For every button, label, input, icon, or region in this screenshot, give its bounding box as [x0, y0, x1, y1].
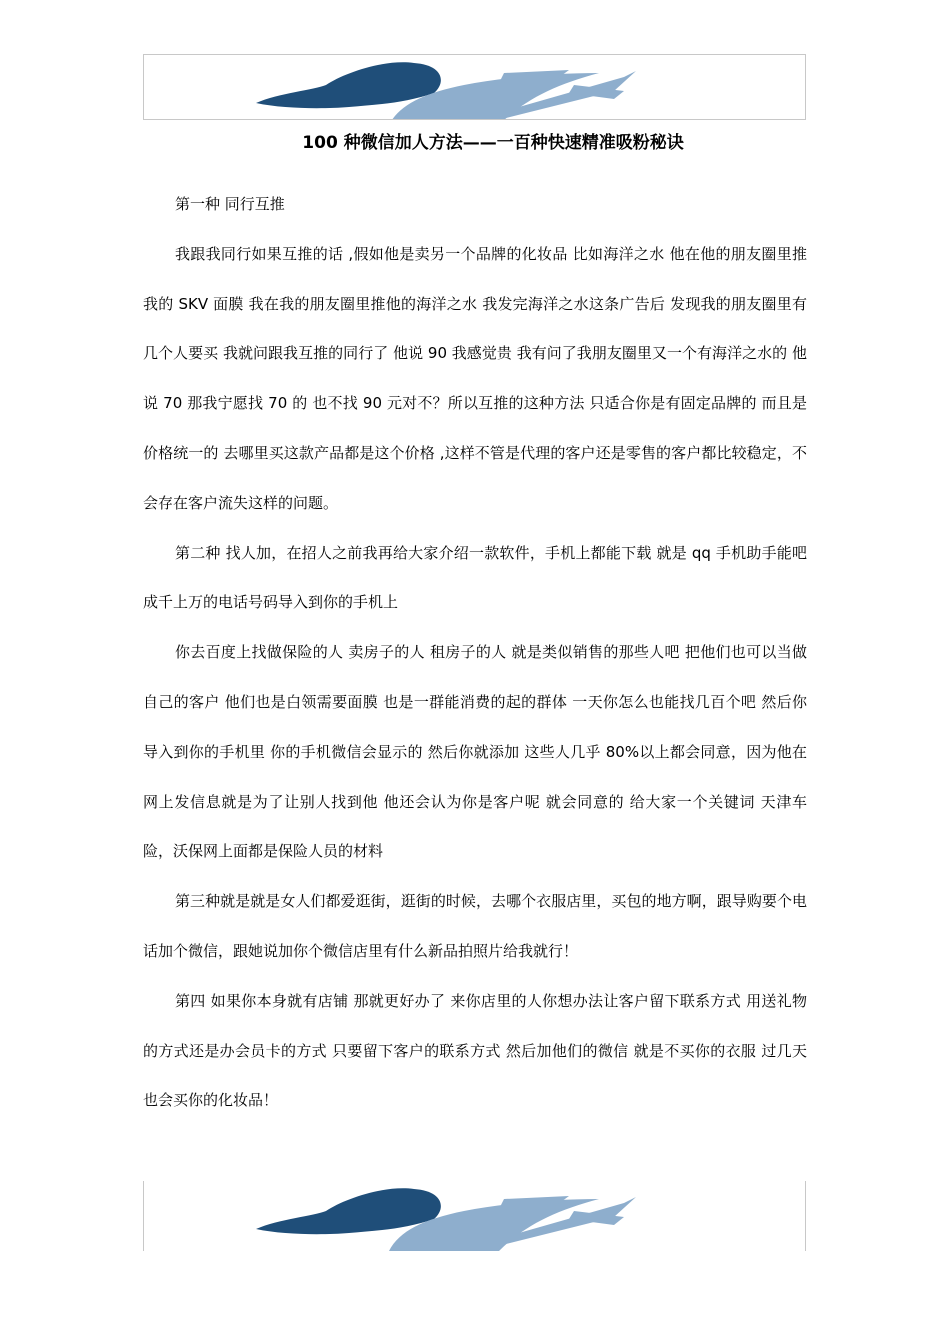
paragraph: 你去百度上找做保险的人 卖房子的人 租房子的人 就是类似销售的那些人吧 把他们也可以当做自己的客户 他们也是白领需要面膜 也是一群能消费的起的群体 一天你怎么也能找几百个吧 然后你导入到你的手机里 你的手机微信会显示的 然后你就添加 这些人几乎 80%以上都会同意，因为他在网上发信息就是为了让别人找到他 他还会认为你是客户呢 就会同意的 给大家一个关键词 天津车险，沃保网上面都是保险人员的材料 — [143, 643, 807, 861]
footer-logo-icon — [144, 1181, 806, 1251]
document-title: 100 种微信加人方法——一百种快速精准吸粉秘诀 — [302, 133, 684, 153]
page-footer — [143, 1181, 806, 1251]
paragraph: 第三种就是就是女人们都爱逛街，逛街的时候，去哪个衣服店里，买包的地方啊，跟导购要个电话加个微信，跟她说加你个微信店里有什么新品拍照片给我就行！ — [143, 892, 807, 960]
page-header — [143, 54, 806, 120]
paragraph: 第四 如果你本身就有店铺 那就更好办了 来你店里的人你想办法让客户留下联系方式 用送礼物的方式还是办会员卡的方式 只要留下客户的联系方式 然后加他们的微信 就是不买你的衣服 过几天也会买你的化妆品！ — [143, 991, 807, 1110]
paragraph: 第二种 找人加，在招人之前我再给大家介绍一款软件，手机上都能下载 就是 qq 手机助手能吧成千上万的电话号码导入到你的手机上 — [143, 543, 807, 612]
header-logo-icon — [144, 55, 806, 120]
document-body — [143, 180, 807, 1126]
section-heading-1: 第一种 同行互推 — [175, 195, 285, 213]
paragraph: 我跟我同行如果互推的话 ,假如他是卖另一个品牌的化妆品 比如海洋之水 他在他的朋友圈里推我的 SKV 面膜 我在我的朋友圈里推他的海洋之水 我发完海洋之水这条广告后 发现我的朋友圈里有几个人要买 我就问跟我互推的同行了 他说 90 我感觉贵 我有问了我朋友圈里又一个有海洋之水的 他说 70 那我宁愿找 70 的 也不找 90 元对不？所以互推的这种方法 只适合你是有固定品牌的 而且是价格统一的 去哪里买这款产品都是这个价格 ,这样不管是代理的客户还是零售的客户都比较稳定，不会存在客户流失这样的问题。 — [143, 244, 807, 512]
